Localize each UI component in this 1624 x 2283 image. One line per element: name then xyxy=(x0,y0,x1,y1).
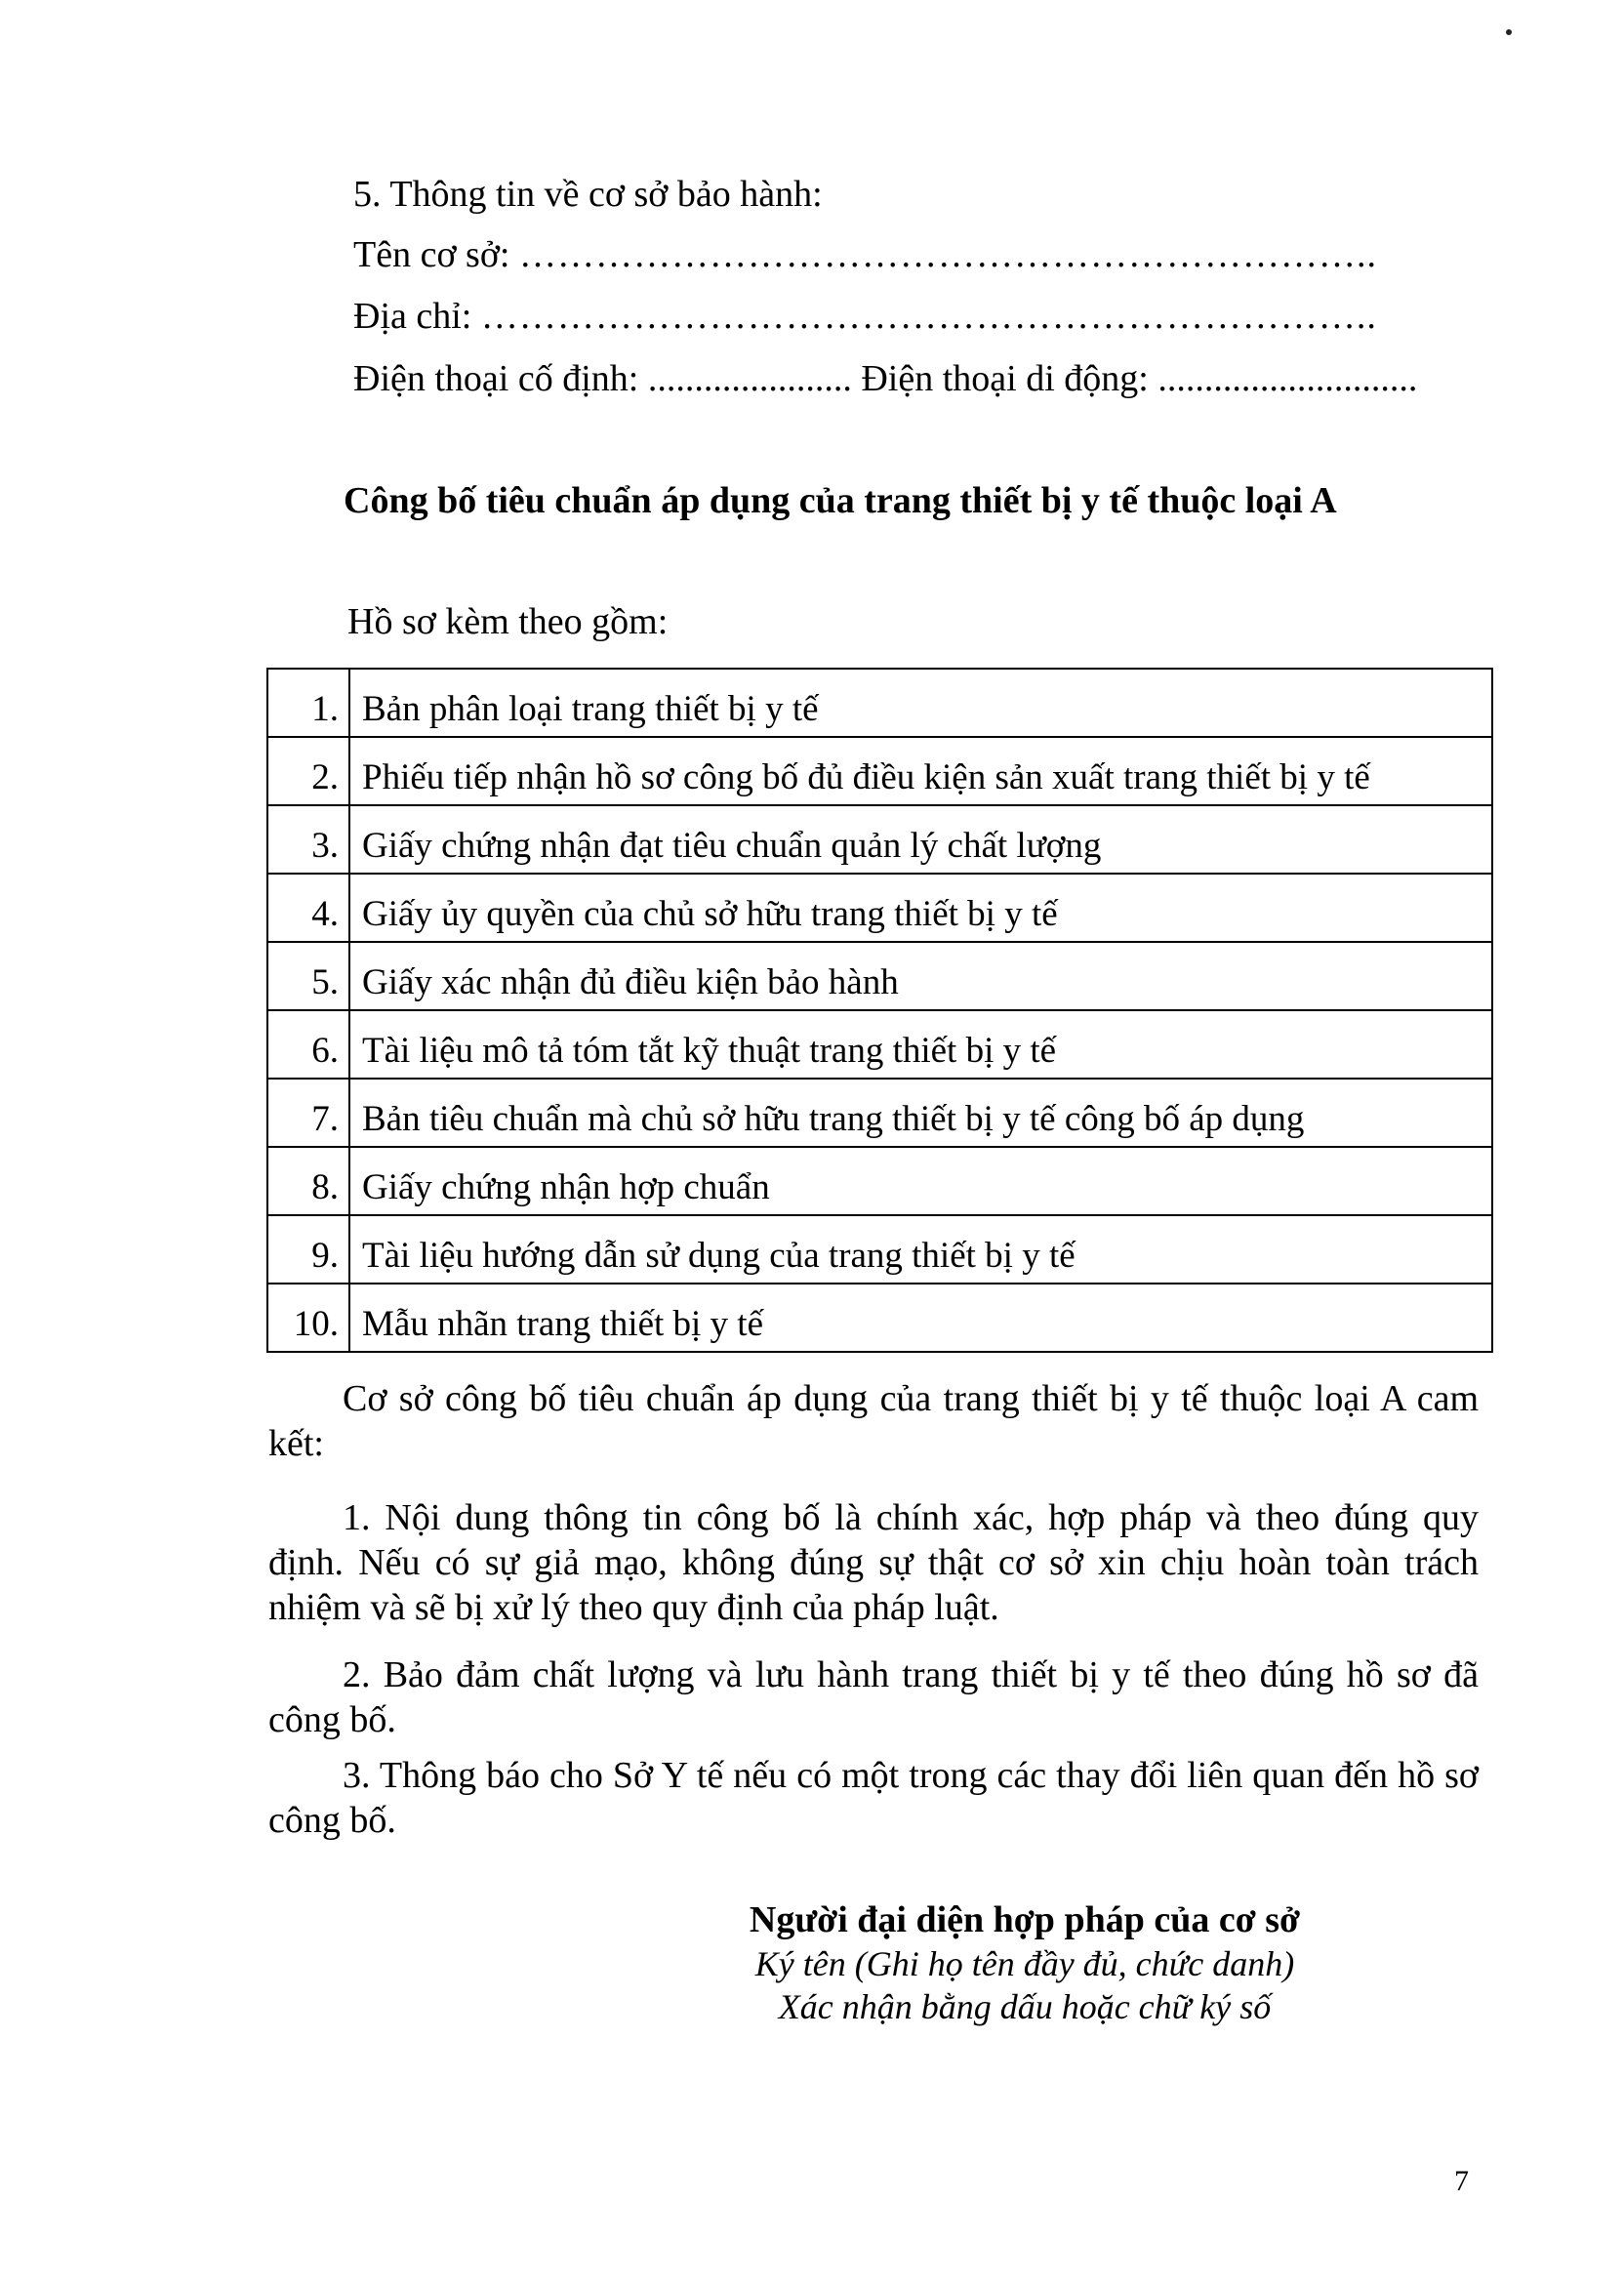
signature-title: Người đại diện hợp pháp của cơ sở xyxy=(749,1899,1301,1940)
warranty-address-dots: …………………………………………………………….. xyxy=(480,296,1377,337)
row-number: 2. xyxy=(267,737,349,805)
page-number: 7 xyxy=(1454,2165,1469,2197)
warranty-address-line xyxy=(353,294,1377,339)
signature-line-1: Ký tên (Ghi họ tên đầy đủ, chức danh) xyxy=(754,1944,1295,1983)
row-number: 6. xyxy=(267,1010,349,1079)
warranty-address-label: Địa chỉ: xyxy=(353,296,481,337)
row-text: Tài liệu mô tả tóm tắt kỹ thuật trang thiết bị y tế xyxy=(349,1010,1492,1079)
row-text: Giấy chứng nhận hợp chuẩn xyxy=(349,1147,1492,1215)
row-text: Tài liệu hướng dẫn sử dụng của trang thiết bị y tế xyxy=(349,1215,1492,1284)
row-number: 7. xyxy=(267,1079,349,1147)
row-text: Bản tiêu chuẩn mà chủ sở hữu trang thiết bị y tế công bố áp dụng xyxy=(349,1079,1492,1147)
warranty-phone-line xyxy=(353,356,1417,401)
table-row xyxy=(267,874,1492,942)
commitment-intro: Cơ sở công bố tiêu chuẩn áp dụng của trang thiết bị y tế thuộc loại A cam kết: xyxy=(268,1378,1479,1464)
commitment-item-1: 1. Nội dung thông tin công bố là chính xác, hợp pháp và theo đúng quy định. Nếu có sự giả mạo, không đúng sự thật cơ sở xin chịu hoàn toàn trách nhiệm và sẽ bị xử lý theo quy định của pháp luật. xyxy=(268,1497,1479,1628)
warranty-name-dots: ………………………………………………………….. xyxy=(518,234,1377,275)
row-number: 10. xyxy=(267,1284,349,1352)
commitment-item-2: 2. Bảo đảm chất lượng và lưu hành trang thiết bị y tế theo đúng hồ sơ đã công bố. xyxy=(268,1654,1479,1740)
row-number: 4. xyxy=(267,874,349,942)
row-number: 5. xyxy=(267,942,349,1010)
row-text: Giấy ủy quyền của chủ sở hữu trang thiết bị y tế xyxy=(349,874,1492,942)
row-number: 8. xyxy=(267,1147,349,1215)
row-text: Giấy xác nhận đủ điều kiện bảo hành xyxy=(349,942,1492,1010)
warranty-name-label: Tên cơ sở: xyxy=(353,234,519,275)
row-text: Phiếu tiếp nhận hồ sơ công bố đủ điều kiện sản xuất trang thiết bị y tế xyxy=(349,737,1492,805)
table-row xyxy=(267,1284,1492,1352)
warranty-mobile-dots: ............................ xyxy=(1157,358,1418,399)
commitment-item-3: 3. Thông báo cho Sở Y tế nếu có một trong các thay đổi liên quan đến hồ sơ công bố. xyxy=(268,1755,1479,1841)
row-number: 9. xyxy=(267,1215,349,1284)
table-row xyxy=(267,1010,1492,1079)
table-row xyxy=(267,1215,1492,1284)
table-row xyxy=(267,669,1492,737)
row-number: 1. xyxy=(267,669,349,737)
signature-line-2: Xác nhận bằng dấu hoặc chữ ký số xyxy=(778,1987,1272,2026)
table-row xyxy=(267,1079,1492,1147)
warranty-phone-label: Điện thoại cố định: xyxy=(353,358,648,399)
signature-block xyxy=(683,1897,1366,2028)
table-row xyxy=(267,1147,1492,1215)
scan-speck xyxy=(1506,29,1512,35)
table-row xyxy=(267,737,1492,805)
table-row xyxy=(267,805,1492,874)
warranty-heading: 5. Thông tin về cơ sở bảo hành: xyxy=(353,174,823,215)
warranty-phone-dots: ...................... xyxy=(647,358,852,399)
row-text: Giấy chứng nhận đạt tiêu chuẩn quản lý chất lượng xyxy=(349,805,1492,874)
attachments-label: Hồ sơ kèm theo gồm: xyxy=(347,601,669,642)
attachments-table xyxy=(266,668,1493,1353)
warranty-name-line xyxy=(353,232,1377,277)
row-number: 3. xyxy=(267,805,349,874)
row-text: Mẫu nhãn trang thiết bị y tế xyxy=(349,1284,1492,1352)
section-title: Công bố tiêu chuẩn áp dụng của trang thiết bị y tế thuộc loại A xyxy=(344,480,1337,521)
warranty-mobile-label: Điện thoại di động: xyxy=(851,358,1158,399)
row-text: Bản phân loại trang thiết bị y tế xyxy=(349,669,1492,737)
table-row xyxy=(267,942,1492,1010)
